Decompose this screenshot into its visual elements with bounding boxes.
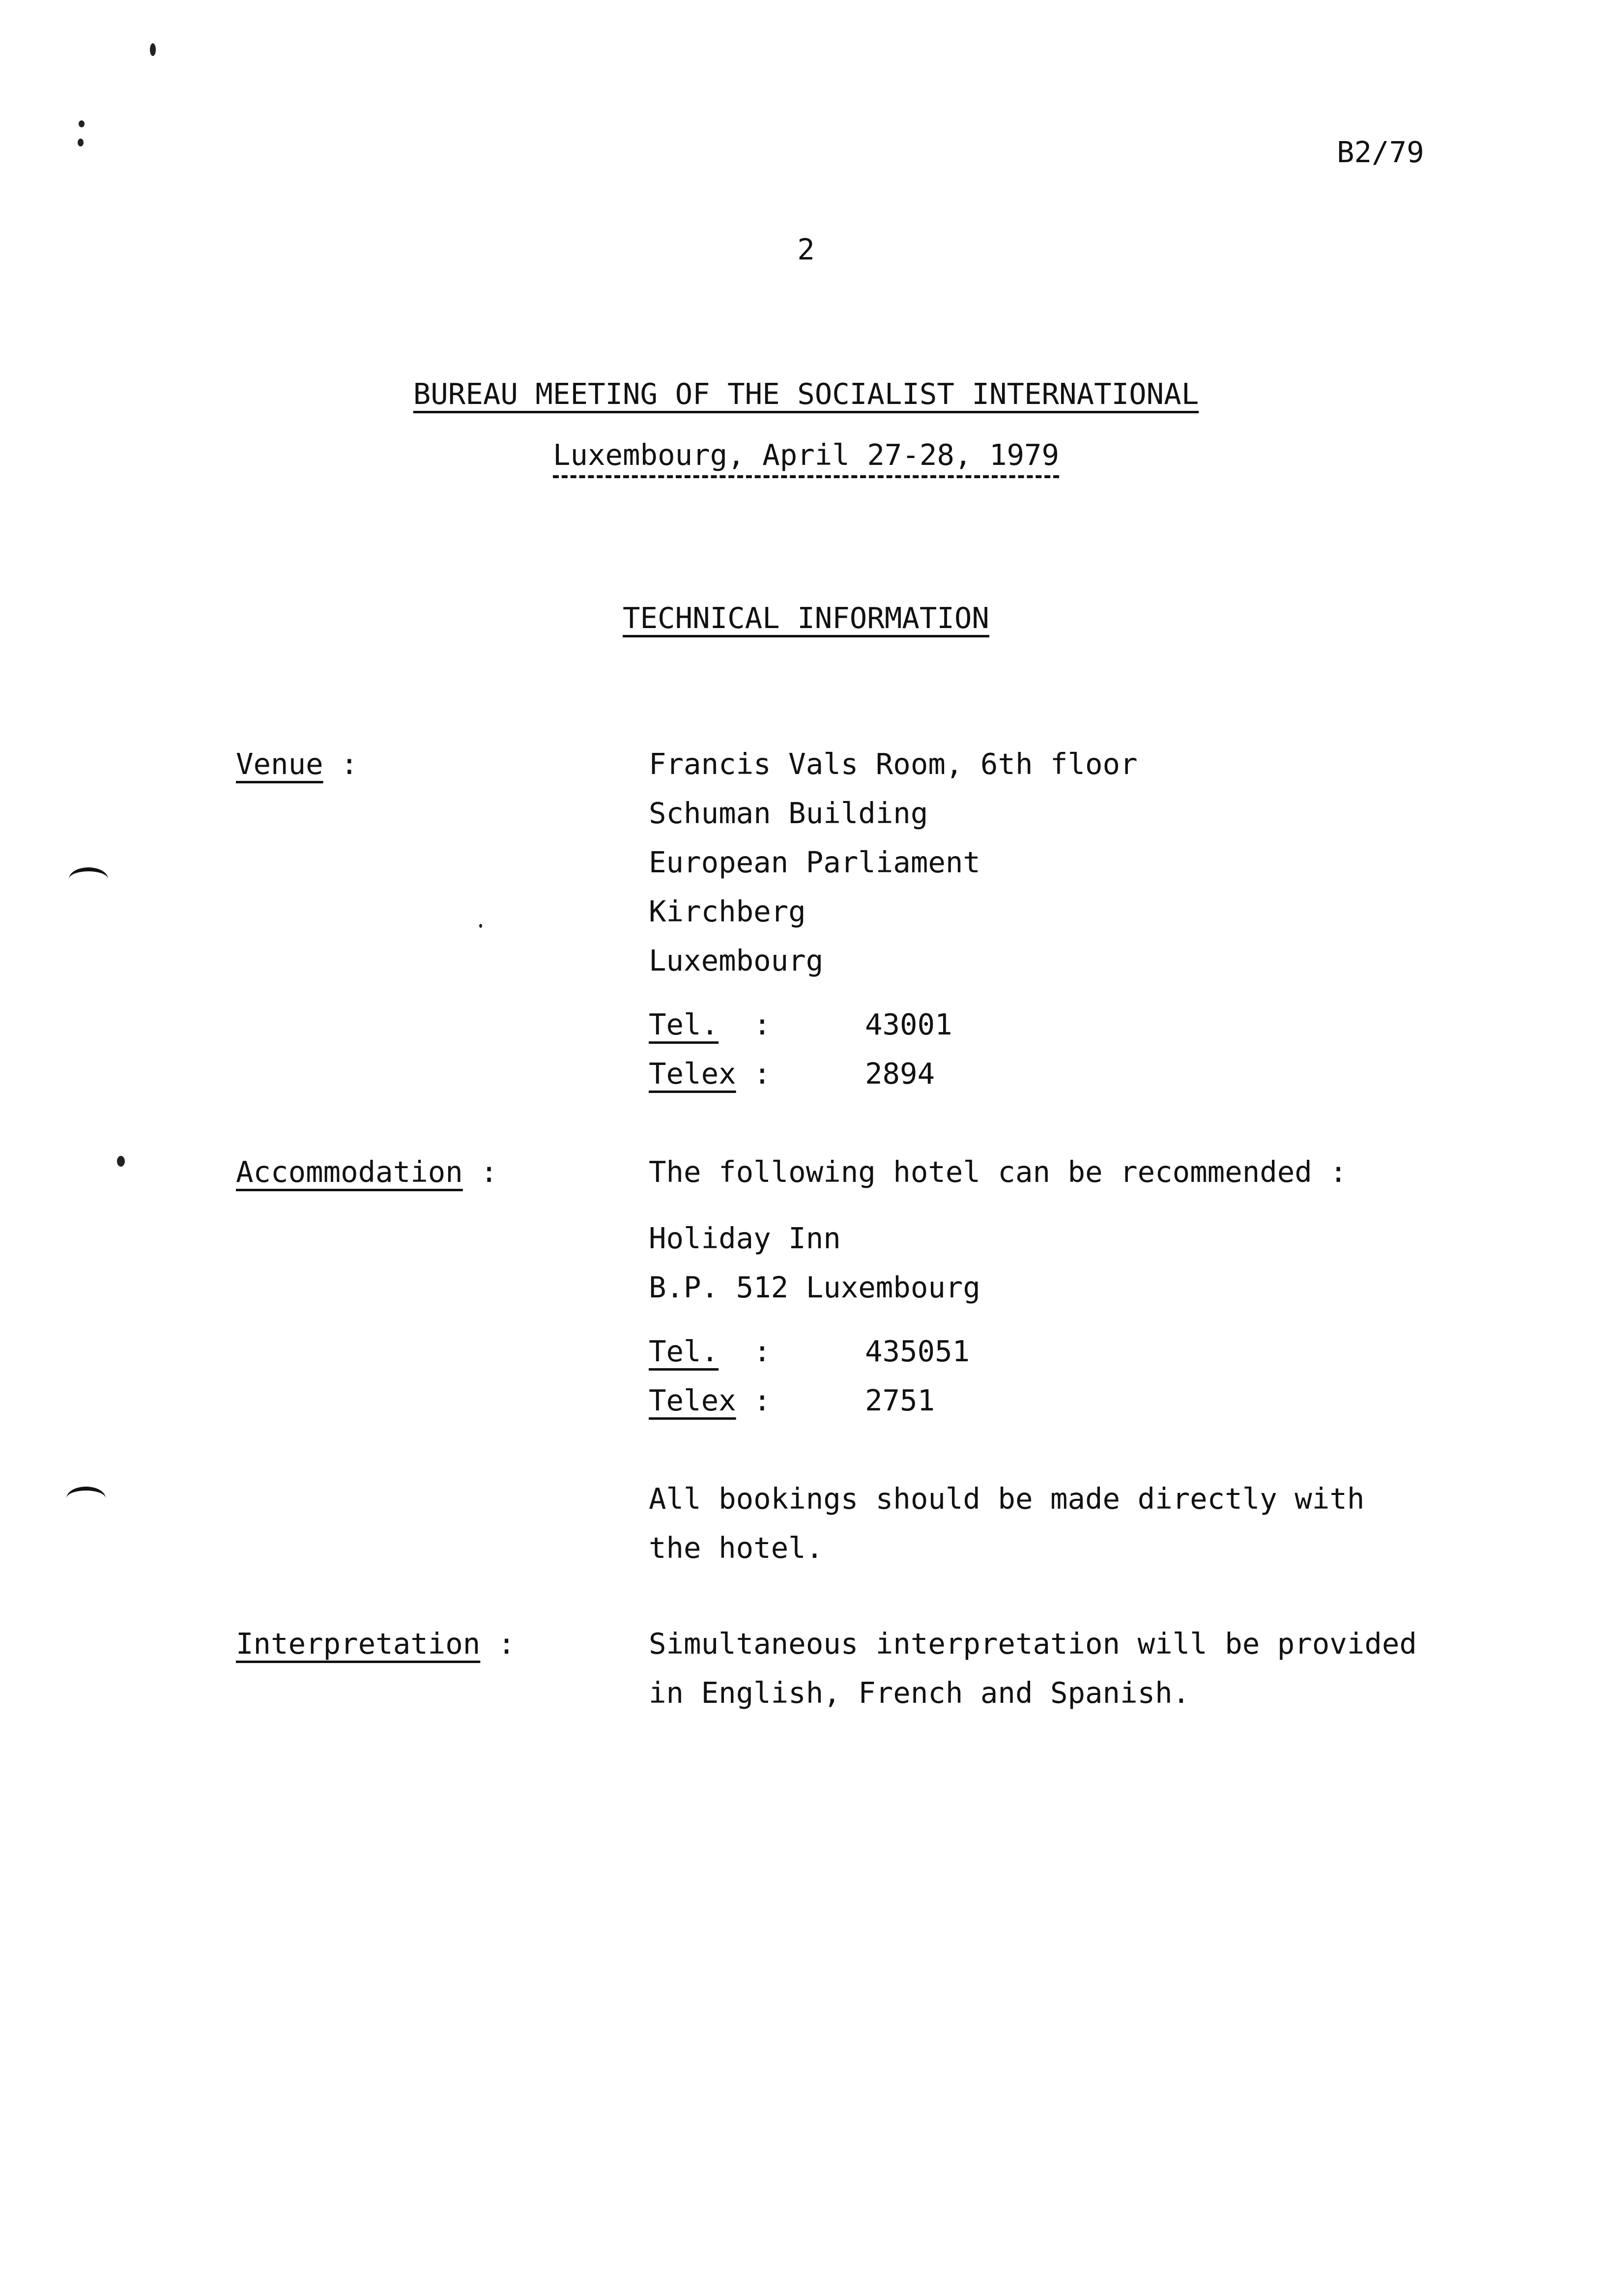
hotel-line: Holiday Inn bbox=[649, 1221, 841, 1255]
scan-mark bbox=[79, 120, 85, 127]
hotel-line: B.P. 512 Luxembourg bbox=[649, 1270, 980, 1304]
venue-address-line: Francis Vals Room, 6th floor bbox=[649, 747, 1138, 781]
venue-address-line: Luxembourg bbox=[649, 944, 824, 977]
venue-address-line: Schuman Building bbox=[649, 796, 928, 830]
punch-hole-mark bbox=[69, 867, 108, 891]
venue-tel-value: 43001 bbox=[865, 1007, 952, 1041]
section-heading: TECHNICAL INFORMATION bbox=[623, 601, 989, 635]
accommodation-label-row bbox=[236, 1155, 498, 1189]
venue-tel-row: Tel. : bbox=[649, 1007, 771, 1041]
venue-telex-value: 2894 bbox=[865, 1057, 935, 1091]
venue-address-line: Kirchberg bbox=[649, 894, 806, 928]
interpretation-line: in English, French and Spanish. bbox=[649, 1676, 1190, 1710]
venue-label: Venue bbox=[236, 747, 323, 781]
hotel-telex-label: Telex bbox=[649, 1383, 736, 1417]
venue-telex-label: Telex bbox=[649, 1057, 736, 1091]
scan-mark bbox=[78, 139, 84, 146]
hotel-telex-value: 2751 bbox=[865, 1383, 935, 1417]
document-subtitle-wrap bbox=[0, 440, 1612, 478]
venue-colon: : bbox=[341, 747, 358, 781]
venue-label-row bbox=[236, 747, 358, 781]
booking-note-line: the hotel. bbox=[649, 1531, 824, 1565]
document-reference: B2/79 bbox=[1337, 135, 1424, 169]
interpretation-colon: : bbox=[497, 1627, 516, 1661]
hotel-tel-row: Tel. : bbox=[649, 1334, 771, 1368]
hotel-telex-row: Telex : bbox=[649, 1383, 771, 1417]
page-number: 2 bbox=[797, 232, 815, 266]
accommodation-label: Accommodation bbox=[236, 1155, 463, 1189]
venue-tel-label: Tel. bbox=[649, 1007, 719, 1041]
document-title: BUREAU MEETING OF THE SOCIALIST INTERNATIONAL bbox=[413, 377, 1199, 411]
venue-address-line: European Parliament bbox=[649, 845, 980, 879]
scan-mark bbox=[150, 43, 156, 56]
accommodation-colon: : bbox=[480, 1155, 498, 1189]
venue-telex-row: Telex : bbox=[649, 1057, 771, 1091]
booking-note-line: All bookings should be made directly with bbox=[649, 1482, 1365, 1516]
interpretation-line: Simultaneous interpretation will be provided bbox=[649, 1627, 1417, 1661]
punch-hole-mark bbox=[66, 1487, 106, 1510]
accommodation-intro: The following hotel can be recommended : bbox=[649, 1155, 1347, 1189]
hotel-tel-label: Tel. bbox=[649, 1334, 719, 1368]
document-subtitle: Luxembourg, April 27-28, 1979 bbox=[553, 440, 1059, 478]
scan-mark bbox=[117, 1156, 125, 1167]
scan-mark bbox=[479, 924, 482, 928]
interpretation-label: Interpretation bbox=[236, 1627, 481, 1661]
interpretation-label-row bbox=[236, 1627, 516, 1661]
hotel-tel-value: 435051 bbox=[865, 1334, 970, 1368]
